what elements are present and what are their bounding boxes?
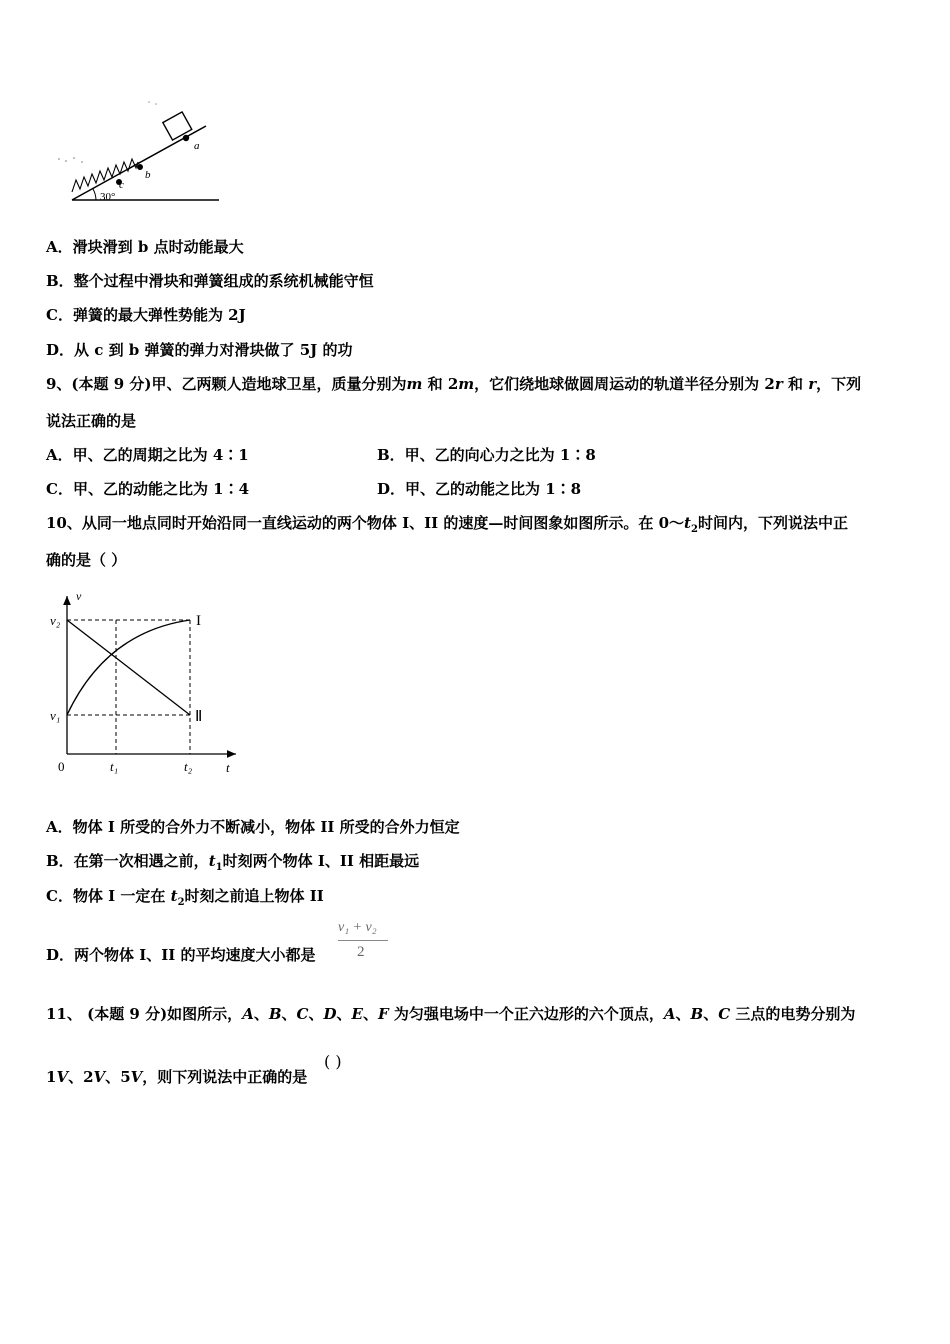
t1-label: t₁ — [110, 759, 119, 774]
q8-option-a: A．滑块滑到 b 点时动能最大 — [46, 238, 244, 256]
q10-option-a: A．物体 I 所受的合外力不断减小，物体 II 所受的合外力恒定 — [46, 818, 460, 836]
q9-option-a: A．甲、乙的周期之比为 4∶1 — [46, 446, 249, 464]
q10-option-b: B．在第一次相遇之前，$t_1$时刻两个物体 I、II 相距最远 — [46, 852, 420, 873]
q9-stem: 9、(本题 9 分)甲、乙两颗人造地球卫星，质量分别为m 和 2m，它们绕地球做圆周运动的轨道半径分别为 2r 和 r，下列 — [46, 375, 862, 393]
q10-stem: 10、从同一地点同时开始沿同一直线运动的两个物体 I、II 的速度—时间图象如图所示。在 $0\sim t_2$时间内，下列说法中正 — [46, 514, 848, 535]
q11-stem-line2: 1V、2V、5V，则下列说法中正确的是 — [46, 1068, 308, 1086]
fraction-denominator: 2 — [357, 944, 365, 960]
label-b: b — [145, 169, 151, 181]
q11-answer-paren: ( ) — [324, 1052, 342, 1071]
q9-stem-line2: 说法正确的是 — [46, 412, 137, 430]
angle-arc — [93, 189, 96, 200]
fraction-bar — [338, 940, 388, 941]
point-b — [137, 164, 143, 170]
t2-label: t₂ — [184, 759, 193, 774]
q9-option-c: C．甲、乙的动能之比为 1∶4 — [46, 480, 250, 498]
line-ii — [67, 620, 190, 715]
q11-stem: 11、 (本题 9 分)如图所示，A、B、C、D、E、F 为匀强电场中一个正六边形的六个顶点，A、B、C 三点的电势分别为 — [46, 1005, 856, 1023]
q10-stem-line2: 确的是（ ） — [46, 551, 127, 569]
label-c: c — [119, 179, 124, 191]
q8-option-c: C．弹簧的最大弹性势能为 2J — [46, 306, 246, 324]
q10-option-c: C．物体 I 一定在 $t_2$时刻之前追上物体 II — [46, 887, 324, 908]
axis-t-label: t — [226, 760, 230, 775]
origin-label: 0 — [58, 759, 65, 774]
curve-i-label: I — [196, 613, 201, 629]
q8-option-d: D．从 c 到 b 弹簧的弹力对滑块做了 5J 的功 — [46, 341, 353, 359]
q8-option-b: B．整个过程中滑块和弹簧组成的系统机械能守恒 — [46, 272, 374, 290]
spring — [72, 159, 138, 192]
v1-label: v₁ — [50, 708, 61, 723]
label-a: a — [194, 140, 200, 152]
vt-graph — [40, 588, 250, 778]
curve-ii-label: Ⅱ — [195, 709, 203, 725]
q9-option-d: D．甲、乙的动能之比为 1∶8 — [377, 480, 582, 498]
q10-option-d: D．两个物体 I、II 的平均速度大小都是 — [46, 946, 316, 964]
fraction-numerator: v₁ + v₂ — [338, 920, 377, 935]
q9-option-b: B．甲、乙的向心力之比为 1∶8 — [377, 446, 596, 464]
angle-label: 30° — [100, 191, 116, 203]
spring-incline-figure — [44, 96, 234, 220]
v2-label: v₂ — [50, 613, 61, 628]
point-a — [183, 135, 189, 141]
axis-v-label: v — [76, 589, 82, 603]
